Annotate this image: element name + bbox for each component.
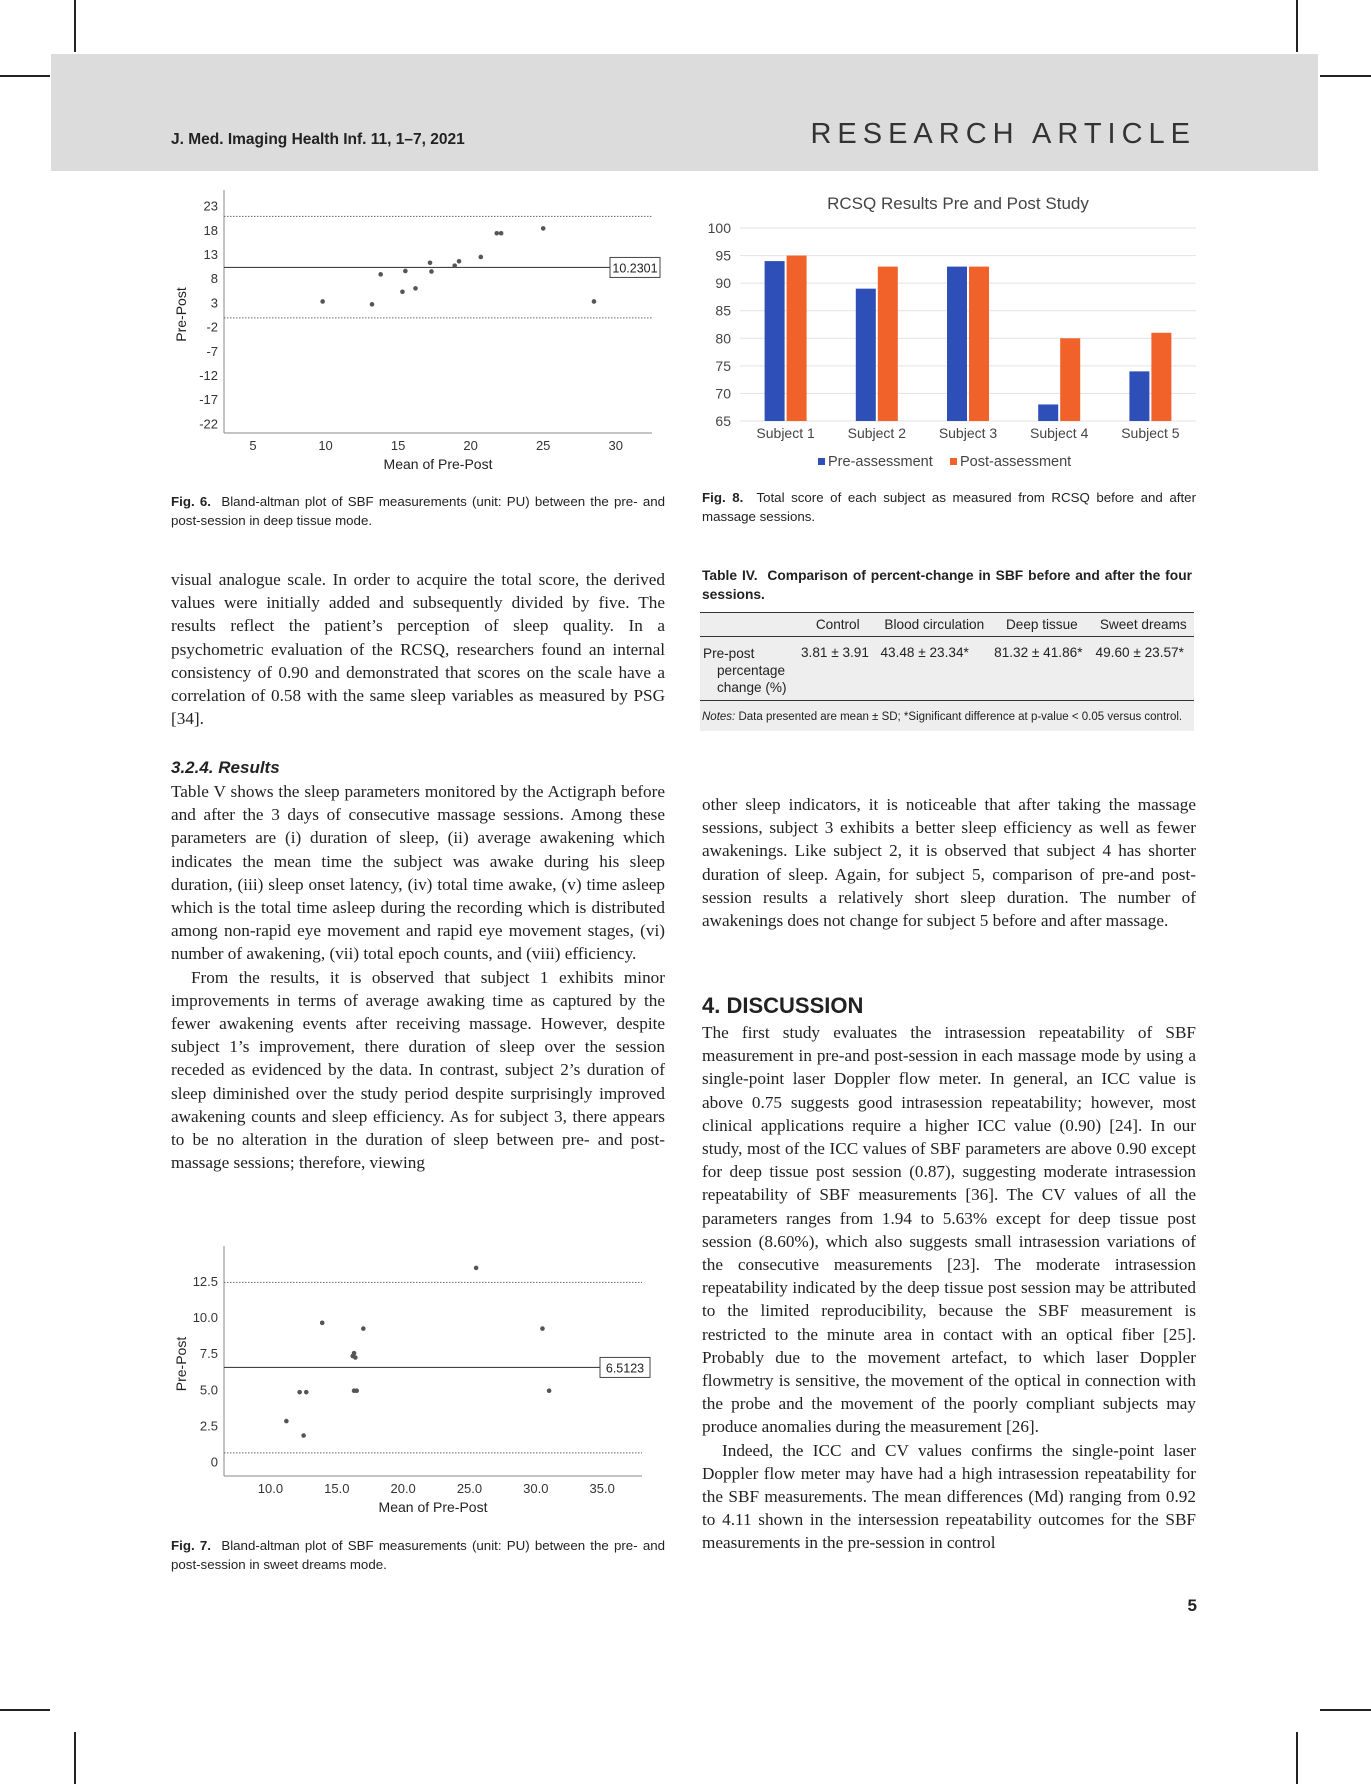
table-header-cell: Control	[815, 617, 860, 632]
data-point	[320, 299, 325, 304]
bar	[1129, 371, 1149, 421]
legend-label: Pre-assessment	[828, 454, 933, 470]
data-point	[400, 289, 405, 294]
fig8-bar-chart	[700, 188, 1200, 478]
paragraph: Table V shows the sleep parameters monitored by the Actigraph before and after the 3 days of consecutive massage sessions. Among these parameters are (i) duration of sleep, (ii) average awakening which indicates the mean time the subject was awake during his sleep duration, (iii) sleep onset latency, (iv) total time awake, (v) time asleep which is the total time asleep during the recording which is distributed among non-rapid eye movement and rapid eye movement stages, (vi) number of awakening, (vii) total epoch counts, and (viii) efficiency.	[171, 782, 665, 964]
crop-mark	[0, 75, 50, 77]
data-point	[592, 299, 597, 304]
crop-mark	[74, 0, 76, 52]
legend-swatch	[818, 458, 825, 465]
table-cell: 49.60 ± 23.57*	[1095, 645, 1184, 660]
data-point	[452, 263, 457, 268]
x-tick-label: Subject 3	[938, 425, 998, 441]
y-tick-label: -7	[206, 343, 218, 359]
data-point	[297, 1390, 302, 1395]
left-column-results	[171, 758, 665, 1174]
left-column	[171, 568, 665, 730]
bar	[856, 289, 876, 421]
mean-label: 10.2301	[612, 261, 658, 276]
mean-label: 6.5123	[605, 1361, 645, 1376]
table-row-label	[700, 637, 798, 701]
data-point	[354, 1388, 359, 1393]
crop-mark	[1320, 1709, 1371, 1711]
crop-mark	[1296, 0, 1298, 52]
article-type-label: RESEARCH ARTICLE	[810, 118, 1196, 150]
x-tick-label: Subject 2	[847, 425, 906, 441]
x-tick-label: Subject 5	[1121, 425, 1180, 441]
x-tick-label: 10.0	[257, 1481, 284, 1496]
journal-reference: J. Med. Imaging Health Inf. 11, 1–7, 2021	[171, 131, 465, 148]
paragraph: From the results, it is observed that subject 1 exhibits minor improvements in terms of average awaking time as captured by the fewer awakening events after receiving massage. However, despite subject 1’s improvement, there duration of sleep over the session receded as evidenced by the data. In contrast, subject 2’s duration of sleep diminished over the study period despite surprisingly improved awakening counts and sleep efficiency. As for subject 3, there appears to be no alteration in the duration of sleep between pre- and post-massage sessions; therefore, viewing	[171, 967, 665, 1173]
table-iv-title	[700, 564, 1194, 612]
y-tick-label: 95	[715, 247, 731, 264]
fig8-caption-text: Total score of each subject as measured from RCSQ before and after massage sessions.	[702, 490, 1196, 524]
data-point	[494, 231, 499, 236]
data-point	[378, 272, 383, 277]
crop-mark	[1320, 75, 1371, 77]
crop-mark	[74, 1732, 76, 1784]
bar	[1038, 404, 1058, 421]
y-tick-label: -2	[206, 319, 218, 335]
table-iv-label: Table IV.	[702, 568, 758, 583]
y-tick-label: 5.0	[199, 1382, 218, 1398]
fig6-caption-label: Fig. 6.	[171, 494, 211, 509]
x-tick-label: 15	[390, 438, 406, 453]
fig6-caption	[171, 492, 665, 530]
x-tick-label: 5	[249, 438, 257, 453]
y-tick-label: 90	[715, 275, 731, 292]
y-tick-label: 10.0	[192, 1310, 218, 1326]
table-iv	[700, 564, 1194, 731]
data-point	[499, 231, 504, 236]
y-tick-label: 80	[715, 330, 731, 347]
x-axis-title: Mean of Pre-Post	[378, 1499, 488, 1515]
table-header-cell	[700, 613, 798, 637]
data-point	[403, 269, 408, 274]
x-axis-title: Mean of Pre-Post	[383, 456, 493, 472]
table-header-cell: Deep tissue	[1005, 617, 1078, 632]
results-heading: 3.2.4. Results	[171, 758, 280, 777]
data-point	[320, 1321, 325, 1326]
fig7-caption-text: Bland-altman plot of SBF measurements (unit: PU) between the pre- and post-session in sweet dreams mode.	[171, 1538, 666, 1572]
table-row	[700, 637, 1194, 701]
row-label-line: Pre-post	[703, 646, 755, 661]
fig8-caption	[702, 488, 1196, 526]
data-point	[457, 259, 462, 264]
fig8-caption-label: Fig. 8.	[702, 490, 744, 505]
data-point	[547, 1388, 552, 1393]
y-tick-label: -12	[199, 367, 218, 383]
paragraph: visual analogue scale. In order to acquire the total score, the derived values were initially added and subsequently divided by five. The results reflect the patient’s perception of sleep quality. In a psychometric evaluation of the RCSQ, researchers found an internal consistency of 0.90 and demonstrated that scores on the scale have a correlation of 0.58 with the same sleep variables as measured by PSG [34].	[171, 570, 665, 729]
notes-label: Notes:	[702, 711, 736, 723]
y-tick-label: 13	[203, 247, 218, 263]
table-cell: 3.81 ± 3.91	[801, 645, 869, 660]
table-cell: 81.32 ± 41.86*	[994, 645, 1083, 660]
legend-label: Post-assessment	[960, 454, 1072, 470]
header-band	[51, 54, 1318, 171]
legend-swatch	[950, 458, 957, 465]
row-label-line: change (%)	[717, 680, 787, 695]
bar	[1060, 338, 1080, 421]
paragraph: The first study evaluates the intrasession repeatability of SBF measurement in pre-and post-session in each massage mode by using a single-point laser Doppler flow meter. In general, an ICC value is above 0.75 suggests good intrasession repeatability; however, most clinical applications require a higher ICC value (0.90) [24]. In our study, most of the ICC values of SBF parameters are above 0.90 except for deep tissue post session (0.87), suggesting moderate intrasession repeatability of SBF measurements [36]. The CV values of all the parameters ranges from 1.94 to 5.63% except for deep tissue post session (8.60%), which also suggests small intrasession variations of the consecutive measurements [23]. The moderate intrasession repeatability indicated by the deep tissue post session may be attributed to the limited reproducibility, because the SBF measurement is restricted to the minute area in contact with an optical fiber [25]. Probably due to the movement artefact, to which laser Doppler flowmetry is sensitive, the movement of the optical in connection with the probe and the movement of the poorly compliant subjects may produce anomalies during the measurement [26].	[702, 1023, 1196, 1437]
bar	[1151, 333, 1171, 421]
y-tick-label: 23	[203, 198, 218, 214]
x-tick-label: 25.0	[456, 1481, 483, 1496]
y-tick-label: -22	[199, 416, 218, 432]
table-iv-title-text: Comparison of percent-change in SBF before and after the four sessions.	[702, 568, 1192, 602]
x-tick-label: Subject 4	[1030, 425, 1089, 441]
y-tick-label: -17	[199, 392, 218, 408]
fig7-bland-altman-plot	[168, 1238, 668, 1520]
crop-mark	[1296, 1732, 1298, 1784]
data-point	[540, 1326, 545, 1331]
x-tick-label: Subject 1	[756, 425, 815, 441]
table-header-cell: Blood circulation	[884, 617, 985, 632]
data-point	[429, 269, 434, 274]
table-header-row	[700, 613, 1194, 637]
y-tick-label: 7.5	[199, 1346, 218, 1362]
x-tick-label: 30.0	[523, 1481, 549, 1496]
data-point	[284, 1419, 289, 1424]
x-tick-label: 20	[463, 438, 478, 453]
data-point	[541, 226, 546, 231]
notes-text: Data presented are mean ± SD; *Significant difference at p-value < 0.05 versus control.	[738, 711, 1183, 723]
y-axis-title: Pre-Post	[173, 287, 189, 342]
crop-mark	[0, 1709, 50, 1711]
y-tick-label: 100	[707, 220, 731, 236]
data-point	[304, 1390, 309, 1395]
bar	[878, 267, 898, 421]
fig6-caption-text: Bland-altman plot of SBF measurements (unit: PU) between the pre- and post-session in deep tissue mode.	[171, 494, 666, 528]
fig7-caption	[171, 1536, 665, 1574]
x-tick-label: 10	[318, 438, 333, 453]
y-tick-label: 65	[715, 413, 731, 429]
y-tick-label: 70	[715, 385, 731, 402]
data-point	[301, 1433, 306, 1438]
data-point	[474, 1266, 479, 1271]
data-point	[370, 302, 375, 307]
x-tick-label: 25	[535, 438, 551, 453]
chart-title: RCSQ Results Pre and Post Study	[827, 194, 1089, 213]
y-tick-label: 2.5	[199, 1418, 218, 1434]
y-axis-title: Pre-Post	[173, 1336, 189, 1392]
table-iv-grid	[700, 612, 1194, 701]
data-point	[361, 1326, 366, 1331]
y-tick-label: 75	[715, 357, 731, 374]
y-tick-label: 12.5	[192, 1273, 218, 1289]
paragraph: other sleep indicators, it is noticeable that after taking the massage sessions, subject 3 exhibits a better sleep efficiency as well as fewer awakenings. Like subject 2, it is observed that subject 4 has shorter duration of sleep. Again, for subject 5, comparison of pre-and post-session results a relatively short sleep duration. The number of awakenings does not change for subject 5 before and after massage.	[702, 795, 1196, 931]
x-tick-label: 30	[608, 438, 623, 453]
fig7-caption-label: Fig. 7.	[171, 1538, 211, 1553]
y-tick-label: 18	[203, 222, 218, 238]
y-tick-label: 0	[210, 1454, 218, 1470]
paragraph: Indeed, the ICC and CV values confirms the single-point laser Doppler flow meter may have had a high intrasession repeatability for the SBF measurements. The mean differences (Md) ranging from 0.92 to 4.11 shown in the intersession repeatability outcomes for the SBF measurements in the pre-session in control	[702, 1440, 1196, 1553]
right-column	[702, 793, 1196, 932]
y-tick-label: 85	[715, 302, 731, 319]
table-iv-notes	[700, 701, 1194, 725]
y-tick-label: 3	[210, 295, 218, 311]
data-point	[428, 260, 433, 265]
bar	[969, 267, 989, 421]
data-point	[479, 255, 484, 260]
bar	[787, 256, 807, 421]
right-column-discussion	[702, 993, 1196, 1555]
row-label-line: percentage	[717, 663, 786, 678]
table-header-cell: Sweet dreams	[1099, 617, 1187, 632]
table-cell: 43.48 ± 23.34*	[880, 645, 969, 660]
discussion-heading: 4. DISCUSSION	[702, 993, 864, 1018]
x-tick-label: 20.0	[390, 1481, 416, 1496]
y-tick-label: 8	[210, 271, 218, 287]
data-point	[352, 1351, 357, 1356]
x-tick-label: 35.0	[589, 1481, 615, 1496]
data-point	[413, 286, 418, 291]
page-number: 5	[1187, 1596, 1197, 1615]
fig6-bland-altman-plot	[168, 188, 668, 480]
data-point	[353, 1355, 358, 1360]
bar	[765, 261, 785, 421]
x-tick-label: 15.0	[324, 1481, 350, 1496]
bar	[947, 267, 967, 421]
